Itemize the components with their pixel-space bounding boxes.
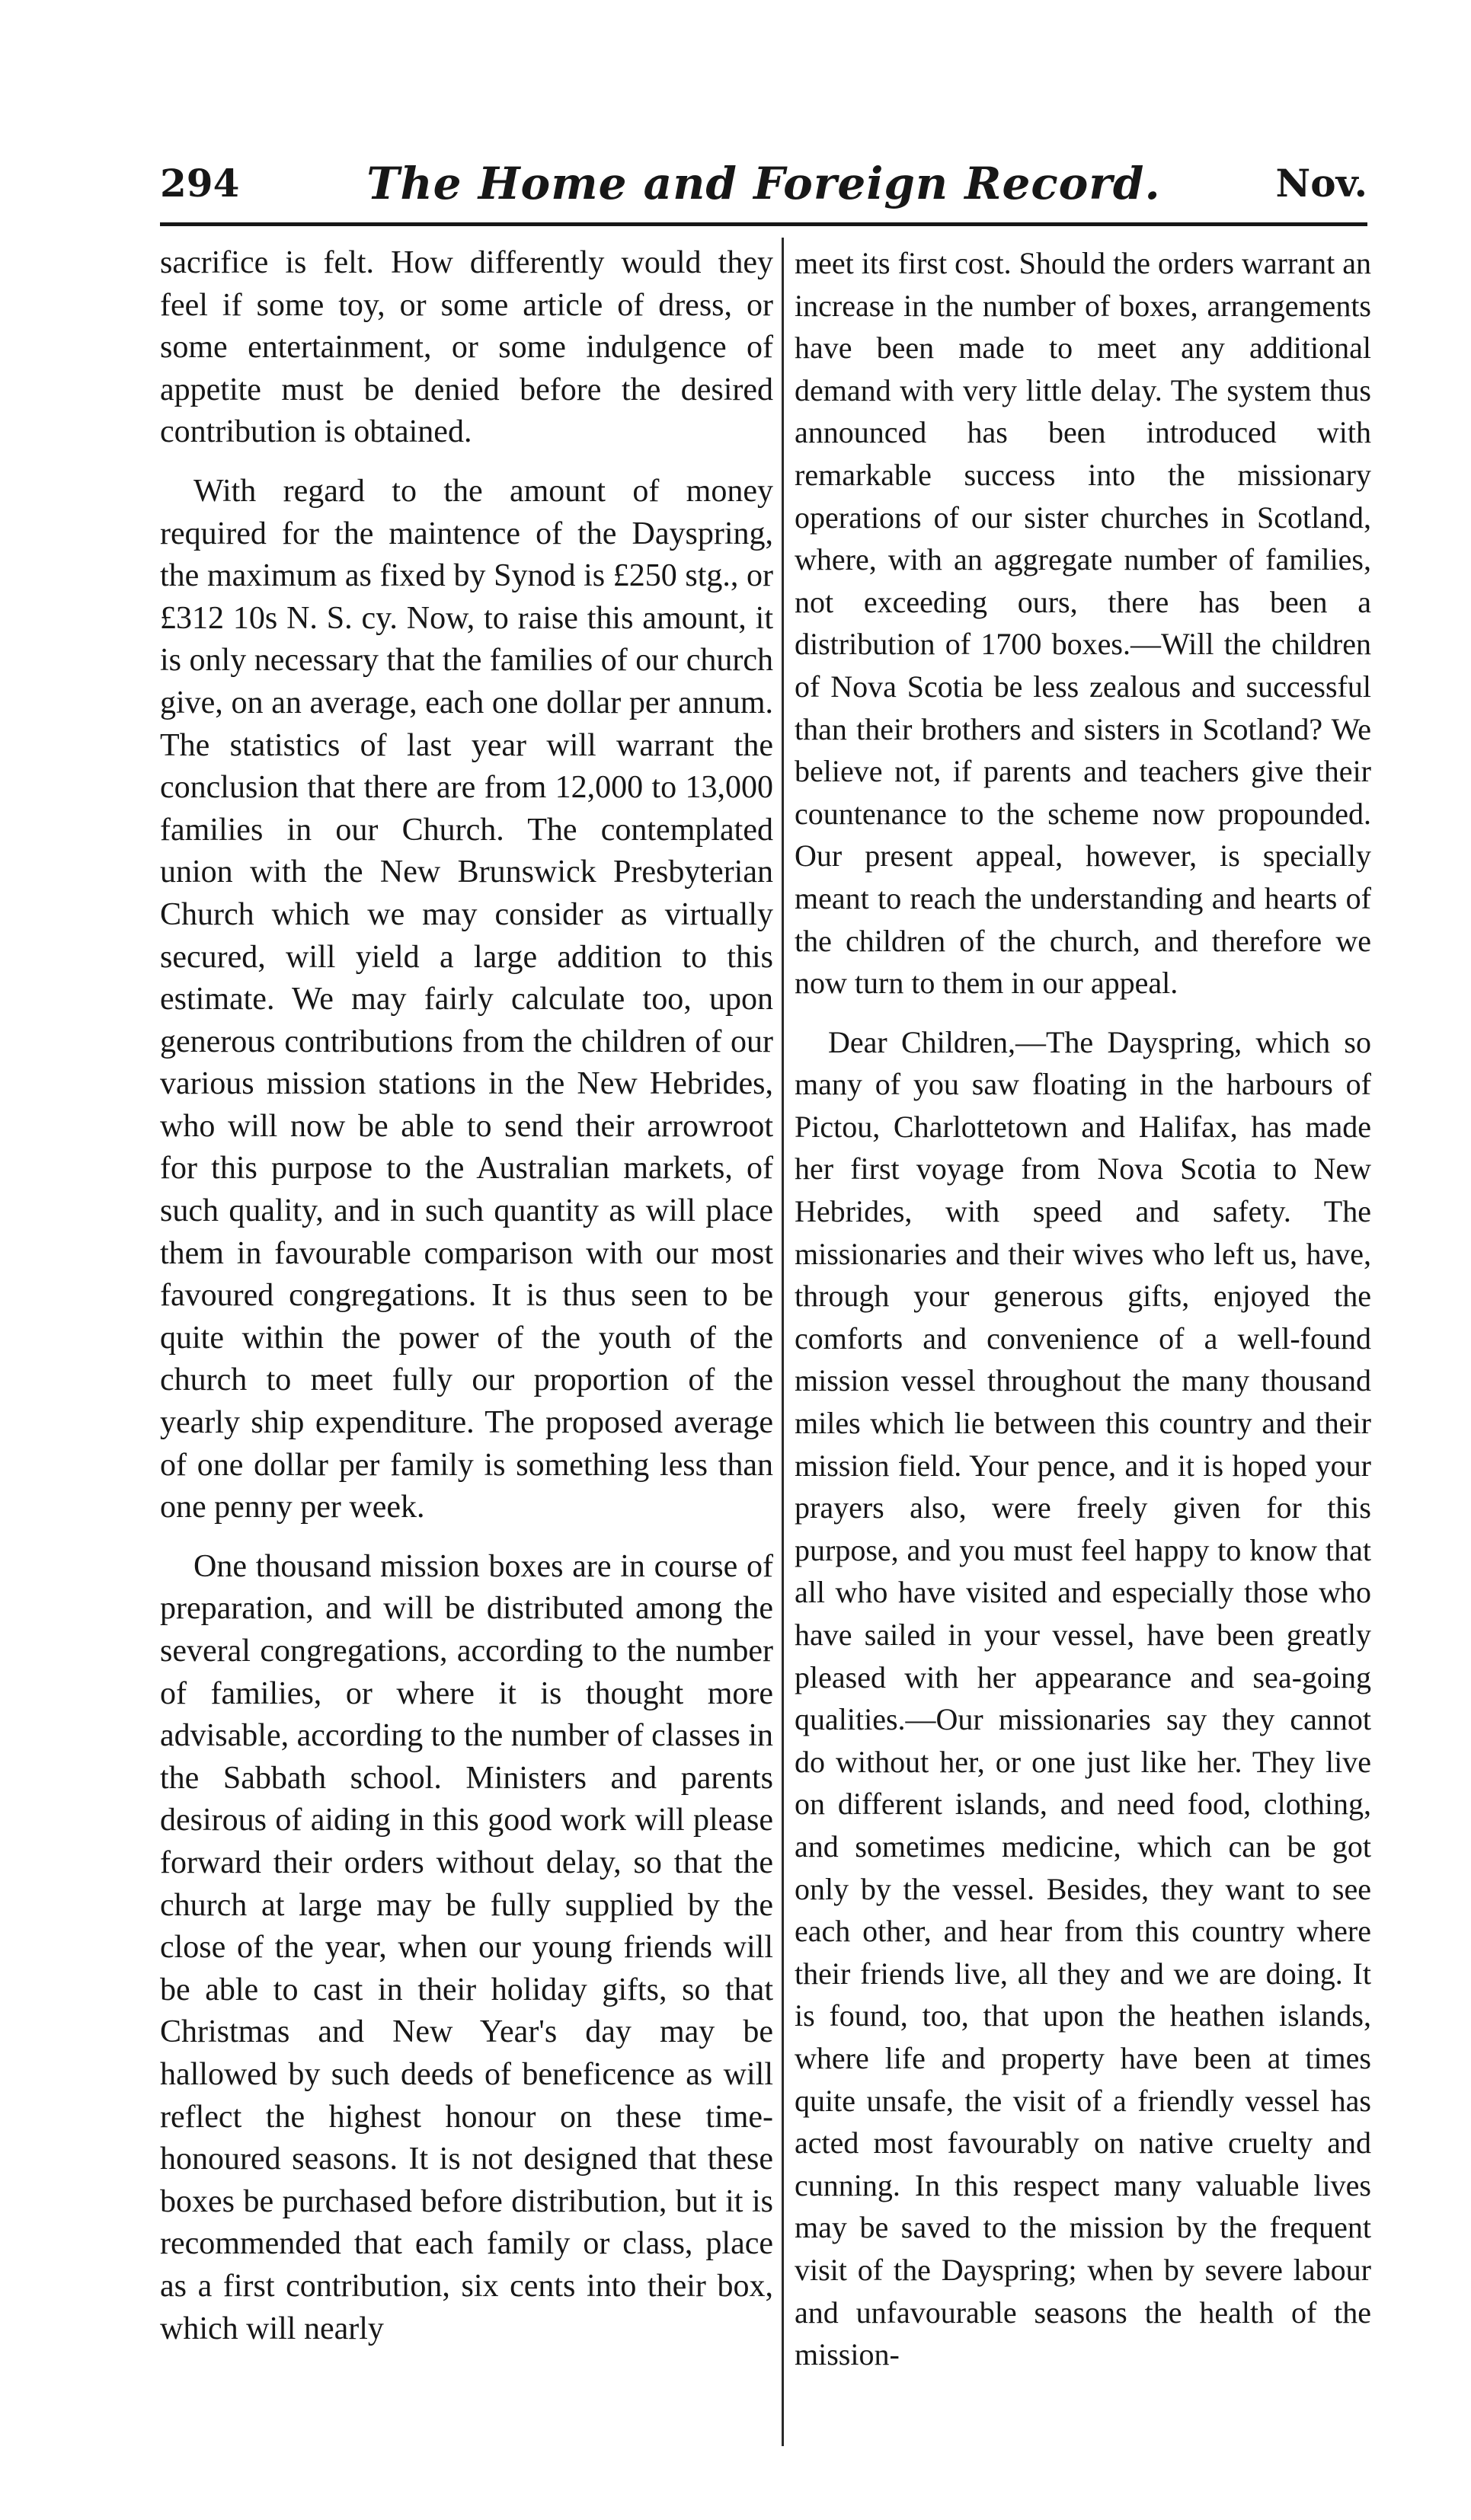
paragraph: One thousand mission boxes are in course of preparation, and will be distributed among the several congregations, according to the number of families, or where it is thought more advisable, according to the number of classes in the Sabbath school. Ministers and parents desirous of aiding in this good work will please forward their orders without delay, so that the church at large may be fully supplied by the close of the year, when our young friends will be able to cast in their holiday gifts, so that Christmas and New Year's day may be hallowed by such deeds of beneficence as will reflect the highest honour on these time-honoured seasons. It is not designed that these boxes be purchased before distribution, but it is recommended that each family or class, place as a first contribution, six cents into their box, which will nearly bbox=[160, 1548, 773, 2346]
journal-title: The Home and Foreign Record. bbox=[366, 158, 1161, 209]
page-number: 294 bbox=[160, 161, 240, 206]
paragraph: Dear Children,—The Dayspring, which so many of you saw floating in the harbours of Pictou, Charlottetown and Halifax, has made her first voyage from Nova Scotia to New Hebrides, with speed and safety. The missionaries and their wives who left us, have, through your generous gifts, enjoyed the comforts and convenience of a well-found mission vessel throughout the many thousand miles which lie between this country and their mission field. Your pence, and it is hoped your prayers also, were freely given for this purpose, and you must feel happy to know that all who have visited and especially those who have sailed in your vessel, have been greatly pleased with her appearance and sea-going qualities.—Our missionaries say they cannot do without her, or one just like her. They live on different islands, and need food, clothing, and sometimes medicine, which can be got only by the vessel. Besides, they want to see each other, and hear from this country where their friends live, all they and we are doing. It is found, too, that upon the heathen islands, where life and property have been at times quite unsafe, the visit of a friendly vessel has acted most favourably on native cruelty and cunning. In this respect many valuable lives may be saved to the mission by the frequent visit of the Dayspring; when by severe labour and unfavourable seasons the health of the mission- bbox=[795, 1024, 1371, 2372]
paragraph: sacrifice is felt. How differently would they feel if some toy, or some article of dress, or some entertainment, or some indulgence of appetite must be denied before the desired contribution is obtained. bbox=[160, 245, 773, 450]
header-rule bbox=[160, 222, 1367, 226]
paragraph: With regard to the amount of money required for the maintence of the Dayspring, the maximum as fixed by Synod is £250 stg., or £312 10s N. S. cy. Now, to raise this amount, it is only necessary that the families of our church give, on an average, each one dollar per annum. The statistics of last year will warrant the conclusion that there are from 12,000 to 13,000 families in our Church. The contemplated union with the New Brunswick Presbyterian Church which we may consider as virtually secured, will yield a large addition to this estimate. We may fairly calculate too, upon generous contributions from the children of our various mission stations in the New Hebrides, who will now be able to send their arrowroot for this purpose to the Australian markets, of such quality, and in such quantity as will place them in favourable comparison with our most favoured congregations. It is thus seen to be quite within the power of the youth of the church to meet fully our proportion of the yearly ship expenditure. The proposed average of one dollar per family is something less than one penny per week. bbox=[160, 473, 773, 1525]
paragraph: meet its first cost. Should the orders warrant an increase in the number of boxes, arrangements have been made to meet any additional demand with very little delay. The system thus announced has been introduced with remarkable success into the missionary operations of our sister churches in Scotland, where, with an aggregate number of families, not exceeding ours, there has been a distribution of 1700 boxes.—Will the children of Nova Scotia be less zealous and successful than their brothers and sisters in Scotland? We believe not, if parents and teachers give their countenance to the scheme now propounded. Our present appeal, however, is specially meant to reach the understanding and hearts of the children of the church, and therefore we now turn to them in our appeal. bbox=[795, 246, 1371, 1001]
right-column bbox=[795, 242, 1371, 2393]
issue-month: Nov. bbox=[1275, 161, 1367, 206]
column-divider bbox=[782, 238, 784, 2446]
left-column bbox=[160, 242, 773, 2367]
page-header bbox=[160, 149, 1367, 218]
